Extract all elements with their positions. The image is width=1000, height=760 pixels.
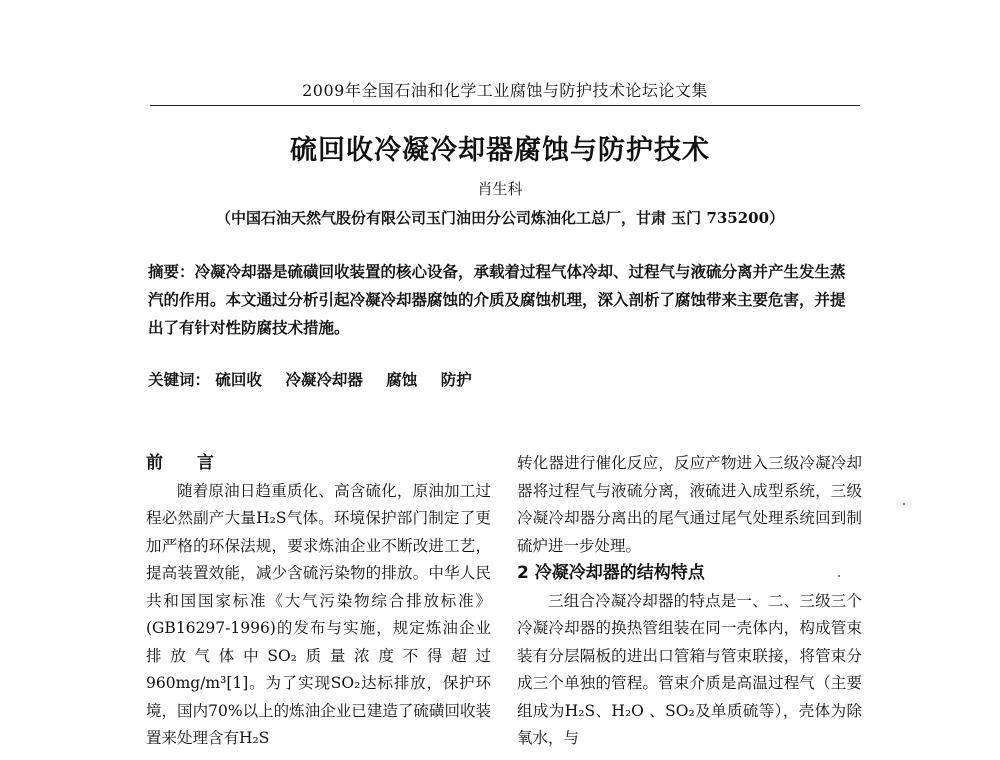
keywords-label: 关键词： (148, 370, 211, 389)
left-column (146, 450, 491, 753)
paper-title: 硫回收冷凝冷却器腐蚀与防护技术 (290, 135, 710, 166)
author-name: 肖生科 (477, 180, 523, 198)
keyword-item: 硫回收 (215, 370, 262, 389)
keywords (148, 368, 860, 390)
preface-paragraph: 随着原油日趋重质化、高含硫化，原油加工过程必然副产大量H₂S气体。环境保护部门制定了更加严格的环保法规，要求炼油企业不断改进工艺，提高装置效能，减少含硫污染物的排放。中华人民共和国国家标准《大气污染物综合排放标准》(GB16297-1996)的发布与实施，规定炼油企业排放气体中SO₂质量浓度不得超过960mg/m³[1]。为了实现SO₂达标排放，保护环境，国内70%以上的炼油企业已建造了硫磺回收装置来处理含有H₂S (146, 481, 491, 747)
author-affiliation: （中国石油天然气股份有限公司玉门油田分公司炼油化工总厂，甘肃 玉门 735200） (215, 209, 785, 227)
keyword-item: 腐蚀 (386, 370, 418, 389)
running-header: 2009年全国石油和化学工业腐蚀与防护技术论坛论文集 (150, 78, 860, 106)
section-heading-preface: 前 言 (146, 453, 228, 473)
abstract (148, 258, 860, 342)
right-column (517, 450, 862, 753)
abstract-text: 冷凝冷却器是硫磺回收装置的核心设备，承载着过程气体冷却、过程气与液硫分离并产生发生蒸汽的作用。本文通过分析引起冷凝冷却器腐蚀的介质及腐蚀机理，深入剖析了腐蚀带来主要危害，并提出了有针对性防腐技术措施。 (148, 262, 846, 337)
scan-speck (838, 575, 840, 577)
section-heading-structure: 2 冷凝冷却器的结构特点 (517, 563, 705, 583)
process-paragraph: 转化器进行催化反应，反应产物进入三级冷凝冷却器将过程气与液硫分离，液硫进入成型系统，三级冷凝冷却器分离出的尾气通过尾气处理系统回到制硫炉进一步处理。 (517, 454, 862, 555)
keyword-item: 冷凝冷却器 (285, 370, 363, 389)
scan-speck (903, 503, 905, 505)
keyword-item: 防护 (440, 370, 472, 389)
structure-paragraph: 三组合冷凝冷却器的特点是一、二、三级三个冷凝冷却器的换热管组装在同一壳体内，构成管束装有分层隔板的进出口管箱与管束联接，将管束分成三个单独的管程。管束介质是高温过程气（主要组成为H₂S、H₂O 、SO₂及单质硫等），壳体为除氧水，与 (517, 591, 862, 747)
abstract-label: 摘要： (148, 262, 195, 281)
